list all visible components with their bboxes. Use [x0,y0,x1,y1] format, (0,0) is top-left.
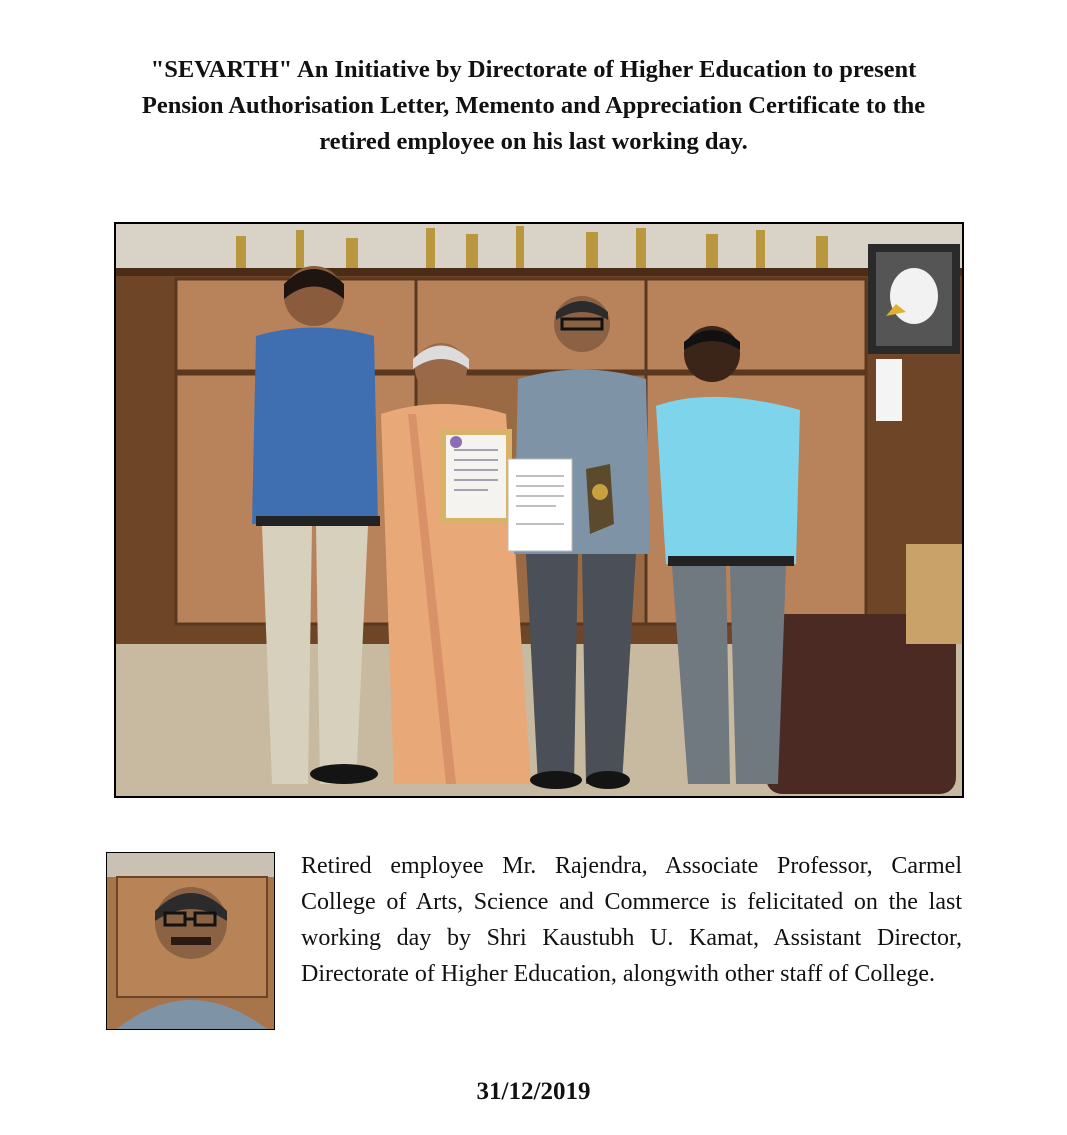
caption-text: Retired employee Mr. Rajendra, Associate Professor, Carmel College of Arts, Science and Commerce is felicitated on the last working day by Shri Kaustubh U. Kamat, Assistant Director, Directorate of Higher Education, alongwith other staff of College. [301,853,962,987]
title-line-1: "SEVARTH" An Initiative by Directorate of Higher Education to present [150,56,917,83]
title-line-2: Pension Authorisation Letter, Memento and Appreciation Certificate to the [141,92,926,119]
felicitation-group-photo [114,222,964,798]
page-title [60,52,1007,160]
retired-employee-portrait [106,852,275,1030]
title-line-3: retired employee on his last working day. [319,128,748,155]
event-date: 31/12/2019 [476,1078,591,1105]
